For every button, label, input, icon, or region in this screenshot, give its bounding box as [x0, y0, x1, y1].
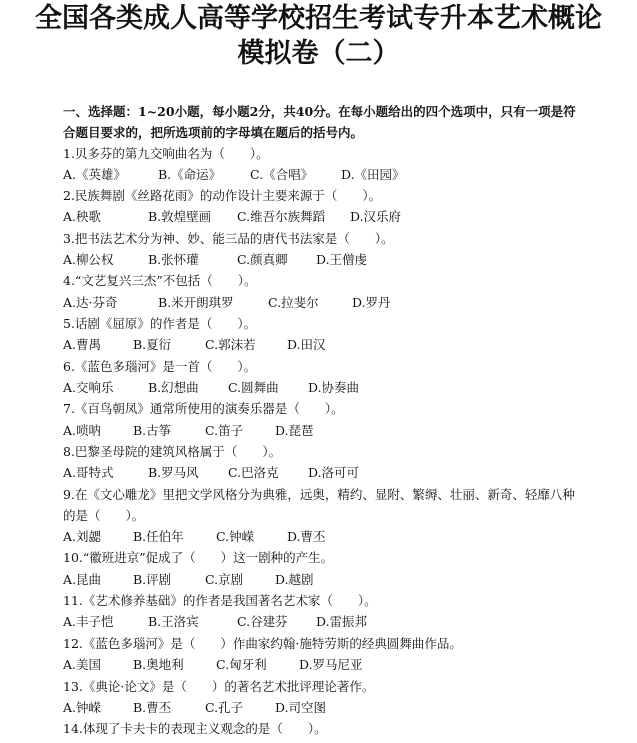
question-7-options: [63, 420, 583, 441]
question-10-option-c: C.京剧: [205, 572, 244, 587]
question-9-option-c: C.钟嵘: [216, 529, 255, 544]
document-title-line2: 模拟卷（二）: [237, 38, 400, 69]
question-6-option-d: D.协奏曲: [308, 380, 360, 395]
question-1-option-d: D.《田园》: [341, 167, 405, 182]
question-13-stem: 13.《典论·论文》是（ ）的著名艺术批评理论著作。: [63, 679, 375, 694]
question-12-option-b: B.奥地利: [133, 657, 184, 672]
question-4-option-c: C.拉斐尔: [268, 295, 319, 310]
question-11-option-b: B.王洛宾: [148, 614, 199, 629]
question-3-stem: 3.把书法艺术分为神、妙、能三品的唐代书法家是（ ）。: [63, 231, 394, 246]
question-2-option-c: C.维吾尔族舞蹈: [237, 209, 326, 224]
question-7-option-d: D.琵琶: [275, 423, 314, 438]
question-7-option-c: C.笛子: [205, 423, 244, 438]
question-3-options: [63, 249, 583, 270]
question-8-options: [63, 462, 583, 483]
document-title-line1: 全国各类成人高等学校招生考试专升本艺术概论: [35, 3, 602, 34]
question-13-option-b: B.曹丕: [133, 700, 172, 715]
question-4-option-b: B.米开朗琪罗: [158, 295, 234, 310]
question-12-option-a: A.美国: [63, 657, 102, 672]
question-7-option-a: A.唢呐: [63, 423, 102, 438]
question-3-option-c: C.颜真卿: [237, 252, 288, 267]
question-6-options: [63, 377, 583, 398]
question-1-option-a: A.《英雄》: [63, 167, 127, 182]
question-5-option-c: C.郭沫若: [205, 337, 256, 352]
question-9-option-a: A.刘勰: [63, 529, 102, 544]
question-7-option-b: B.古筝: [133, 423, 172, 438]
question-3-option-d: D.王僧虔: [316, 252, 368, 267]
question-13-option-d: D.司空图: [275, 700, 327, 715]
question-6-option-c: C.圆舞曲: [228, 380, 279, 395]
question-13-option-a: A.钟嵘: [63, 700, 102, 715]
question-1-options: [63, 164, 583, 185]
question-8-option-d: D.洛可可: [308, 465, 360, 480]
question-9-stem: 9.在《文心雕龙》里把文学风格分为典雅，远奥，精约、显附、繁缛、壮丽、新奇、轻靡八种的是（ ）。: [63, 487, 575, 523]
question-1-option-b: B.《命运》: [158, 167, 222, 182]
question-11-options: [63, 611, 583, 632]
question-5-option-d: D.田汉: [287, 337, 326, 352]
question-2-options: [63, 206, 583, 227]
question-1-stem: 1.贝多芬的第九交响曲名为（ ）。: [63, 146, 269, 161]
question-10-options: [63, 569, 583, 590]
question-9-options: [63, 526, 583, 547]
question-10-option-d: D.越剧: [275, 572, 314, 587]
question-11-stem: 11.《艺术修养基础》的作者是我国著名艺术家（ ）。: [63, 593, 377, 608]
question-13-options: [63, 697, 583, 718]
question-1-option-c: C.《合唱》: [250, 167, 314, 182]
question-5-stem: 5.话剧《屈原》的作者是（ ）。: [63, 316, 257, 331]
question-5-option-a: A.曹禺: [63, 337, 102, 352]
question-2-option-b: B.敦煌壁画: [148, 209, 212, 224]
question-11-option-a: A.丰子恺: [63, 614, 114, 629]
question-4-option-a: A.达·芬奇: [63, 295, 118, 310]
question-3-option-b: B.张怀瓘: [148, 252, 199, 267]
question-5-option-b: B.夏衍: [133, 337, 172, 352]
question-4-option-d: D.罗丹: [352, 295, 391, 310]
question-2-stem: 2.民族舞剧《丝路花雨》的动作设计主要来源于（ ）。: [63, 188, 382, 203]
question-12-option-d: D.罗马尼亚: [299, 657, 363, 672]
question-11-option-d: D.雷振邦: [316, 614, 368, 629]
question-8-option-a: A.哥特式: [63, 465, 114, 480]
question-6-stem: 6.《蓝色多瑙河》是一首（ ）。: [63, 359, 257, 374]
question-10-option-b: B.评剧: [133, 572, 172, 587]
question-8-stem: 8.巴黎圣母院的建筑风格属于（ ）。: [63, 444, 282, 459]
question-12-option-c: C.匈牙利: [216, 657, 267, 672]
question-11-option-c: C.谷建芬: [237, 614, 288, 629]
question-14-stem: 14.体现了卡夫卡的表现主义观念的是（ ）。: [63, 721, 327, 736]
question-9-option-b: B.任伯年: [133, 529, 184, 544]
section-heading: 一、选择题：1~20小题，每小题2分，共40分。在每小题给出的四个选项中，只有一项是符合题目要求的，把所选项前的字母填在题后的括号内。: [63, 104, 576, 140]
question-10-stem: 10.“徽班进京”促成了（ ）这一剧种的产生。: [63, 550, 334, 565]
question-4-stem: 4.“文艺复兴三杰”不包括（ ）。: [63, 273, 257, 288]
question-8-option-c: C.巴洛克: [228, 465, 279, 480]
question-13-option-c: C.孔子: [205, 700, 244, 715]
question-12-options: [63, 654, 583, 675]
question-6-option-a: A.交响乐: [63, 380, 114, 395]
question-2-option-a: A.秧歌: [63, 209, 102, 224]
question-5-options: [63, 334, 583, 355]
question-2-option-d: D.汉乐府: [350, 209, 402, 224]
question-3-option-a: A.柳公权: [63, 252, 114, 267]
question-8-option-b: B.罗马风: [148, 465, 199, 480]
question-7-stem: 7.《百鸟朝凤》通常所使用的演奏乐器是（ ）。: [63, 401, 344, 416]
question-12-stem: 12.《蓝色多瑙河》是（ ）作曲家约翰·施特劳斯的经典圆舞曲作品。: [63, 636, 462, 651]
question-9-option-d: D.曹丕: [287, 529, 326, 544]
question-4-options: [63, 292, 583, 313]
question-10-option-a: A.昆曲: [63, 572, 102, 587]
question-6-option-b: B.幻想曲: [148, 380, 199, 395]
